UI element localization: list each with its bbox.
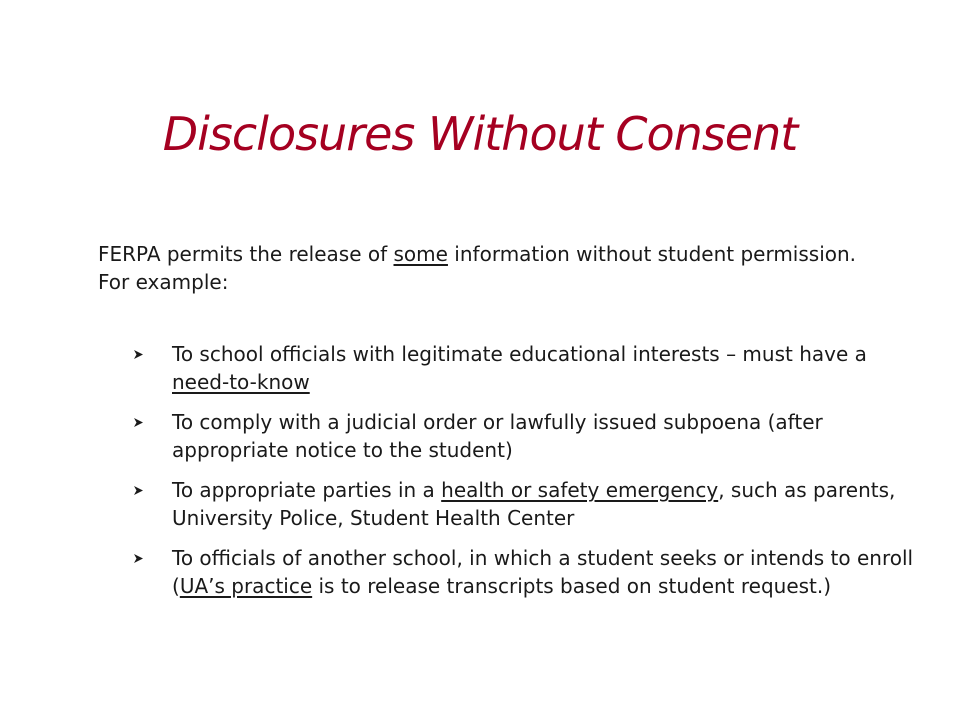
arrowhead-bullet-icon <box>134 408 148 427</box>
bullet-item-judicial-order <box>130 408 930 464</box>
intro-underlined-text: some <box>393 242 448 266</box>
bullet-text-before: To officials of another school, in which a student seeks or intends to enroll ( <box>172 546 914 598</box>
bullet-list <box>130 340 930 612</box>
bullet-text-before: To appropriate parties in a <box>172 478 442 502</box>
arrowhead-bullet-icon <box>134 476 148 495</box>
bullet-item-school-officials <box>130 340 930 396</box>
bullet-text-after: , such as parents, University Police, Student Health Center <box>172 478 896 530</box>
arrowhead-bullet-icon <box>134 544 148 563</box>
intro-paragraph <box>98 240 878 296</box>
bullet-underlined-text: health or safety emergency <box>441 478 719 502</box>
bullet-text-before: To school officials with legitimate educational interests – must have a <box>172 342 867 366</box>
intro-text-after: information without student permission. For example: <box>98 242 857 294</box>
bullet-underlined-text: need-to-know <box>172 370 310 394</box>
bullet-item-another-school <box>130 544 930 600</box>
bullet-text: To comply with a judicial order or lawfully issued subpoena (after appropriate notice to the student) <box>172 410 823 462</box>
bullet-underlined-text: UA’s practice <box>179 574 313 598</box>
arrowhead-bullet-icon <box>134 340 148 359</box>
bullet-item-health-safety <box>130 476 930 532</box>
intro-text-before: FERPA permits the release of <box>98 242 394 266</box>
slide-title: Disclosures Without Consent <box>162 107 798 161</box>
bullet-text-after: is to release transcripts based on student request.) <box>312 574 832 598</box>
